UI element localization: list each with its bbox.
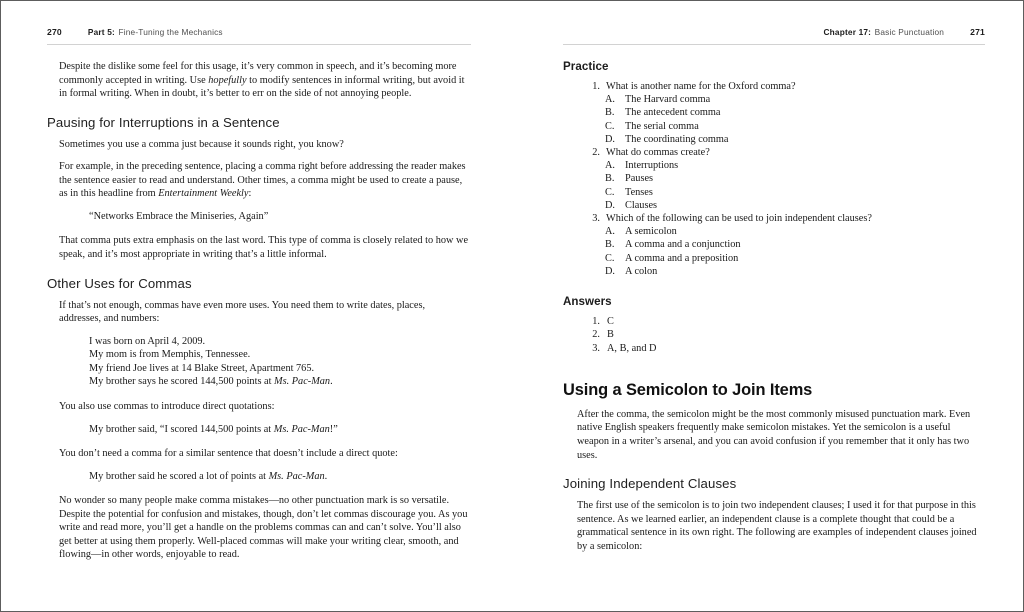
para-1-italic: hopefully (208, 74, 247, 86)
question-text: What is another name for the Oxford comma? (606, 81, 796, 92)
choice-item (563, 93, 985, 106)
extract-quotation-line (89, 423, 471, 437)
running-head-right (563, 27, 985, 39)
choice-text: A comma and a conjunction (625, 239, 741, 251)
answer-number: 2. (592, 329, 600, 341)
choice-text: Tenses (625, 186, 653, 198)
choice-letter: C. (605, 252, 615, 264)
answers-list (563, 315, 985, 355)
question-item (563, 146, 985, 212)
question-line (563, 80, 985, 93)
choice-item (563, 238, 985, 251)
answer-text: A, B, and D (607, 342, 657, 354)
extract-quote-part-2: !” (329, 423, 338, 435)
header-rule-right (563, 44, 985, 45)
paragraph-for-example (47, 160, 471, 201)
para-1-part-2: to modify sentences in informal writing, but avoid it in formal writing. When in doubt, it’s better to err on the side of not annoying people. (59, 74, 465, 100)
para-3-part-1: For example, in the preceding sentence, placing a comma right before addressing the reader makes the sentence easier to read and understand. Other times, a comma might be used to create a pause, as in this headline from (59, 161, 466, 200)
choice-text: The Harvard comma (625, 94, 711, 106)
question-number: 1. (592, 81, 600, 92)
extract-line (89, 375, 471, 389)
answer-item (563, 342, 985, 355)
heading-other-uses-for-commas: Other Uses for Commas (47, 275, 192, 291)
extract-headline-line: “Networks Embrace the Miniseries, Again” (89, 210, 269, 222)
extract-quote-part-1: My brother said, “I scored 144,500 points at (89, 423, 274, 435)
para-3-italic: Entertainment Weekly (158, 188, 249, 200)
question-number: 3. (592, 213, 600, 225)
page-number-right: 271 (970, 27, 985, 37)
choice-item (563, 120, 985, 133)
extract-line-italic: Ms. Pac-Man (274, 376, 331, 388)
choice-text: The coordinating comma (625, 133, 729, 145)
extract-examples-list (47, 335, 471, 389)
extract-no-quote-line (89, 470, 471, 484)
heading-answers: Answers (563, 295, 612, 309)
choice-item (563, 159, 985, 172)
page-left (1, 1, 513, 611)
choice-letter: B. (605, 173, 615, 185)
choice-item (563, 252, 985, 265)
question-text: What do commas create? (606, 147, 710, 159)
question-number: 2. (592, 147, 600, 159)
header-rule-left (47, 44, 471, 45)
choice-item (563, 106, 985, 119)
page-right (513, 1, 1023, 611)
question-line (563, 146, 985, 159)
extract-quote-italic: Ms. Pac-Man (273, 423, 330, 435)
heading-pausing-for-interruptions: Pausing for Interruptions in a Sentence (47, 114, 280, 130)
choice-letter: A. (605, 160, 616, 172)
choice-text: A colon (625, 265, 658, 277)
paragraph-direct-quotations: You also use commas to introduce direct quotations: (59, 400, 275, 412)
answer-item (563, 328, 985, 341)
paragraph-after-the-comma: After the comma, the semicolon might be the most commonly misused punctuation mark. Even native English speakers frequently make semicolon mistakes. Yet the semicolon is a useful weapon in a writer’s arsenal, and you can avoid confusion if you remember that it only has two uses. (577, 408, 971, 461)
paragraph-that-comma: That comma puts extra emphasis on the last word. This type of comma is closely related to how we speak, and it’s most appropriate in writing that’s a little informal. (59, 235, 469, 260)
chapter-title: Basic Punctuation (874, 27, 945, 37)
page-number-left: 270 (47, 27, 62, 37)
choice-text: The antecedent comma (625, 107, 721, 119)
choice-letter: A. (605, 226, 616, 238)
choice-list (563, 159, 985, 212)
choice-item (563, 172, 985, 185)
choice-list (563, 225, 985, 278)
choice-text: Pauses (625, 173, 654, 185)
heading-joining-independent-clauses: Joining Independent Clauses (563, 476, 737, 492)
practice-question-list (563, 80, 985, 278)
choice-letter: D. (605, 199, 616, 211)
answer-text: C (607, 316, 614, 328)
extract-line-text: My friend Joe lives at 14 Blake Street, Apartment 765. (89, 362, 315, 374)
chapter-label: Chapter 17: (823, 27, 872, 37)
extract-line-tail: . (330, 376, 333, 388)
choice-letter: C. (605, 186, 615, 198)
question-item (563, 212, 985, 278)
heading-practice: Practice (563, 60, 609, 73)
answer-text: B (607, 329, 614, 341)
running-head-left (47, 27, 471, 39)
paragraph-no-wonder: No wonder so many people make comma mistakes—no other punctuation mark is so versatile. Despite the potential for confusion and mistakes, though, don’t let commas discourage you. As you write and read more, you’ll get a handle on the problems commas can and can’t solve. You’ll also get better at using them properly. Well-placed commas will make your writing clear, smooth, and flowing—in other words, enjoyable to read. (59, 495, 468, 561)
choice-text: A semicolon (625, 226, 677, 238)
choice-letter: C. (605, 120, 615, 132)
choice-letter: D. (605, 265, 616, 277)
paragraph-sometimes: Sometimes you use a comma just because it sounds right, you know? (59, 138, 344, 150)
extract-line (89, 362, 471, 376)
para-1-part-1: Despite the dislike some feel for this usage, it’s very common in speech, and it’s becoming more commonly accepted in writing. Use (59, 61, 457, 86)
question-item (563, 80, 985, 146)
choice-list (563, 93, 985, 146)
choice-letter: A. (605, 94, 616, 106)
paragraph-no-comma-needed: You don’t need a comma for a similar sentence that doesn’t include a direct quote: (59, 448, 398, 460)
extract-line-text: My mom is from Memphis, Tennessee. (89, 349, 251, 361)
extract-line (89, 335, 471, 349)
extract-line (89, 348, 471, 362)
question-text: Which of the following can be used to join independent clauses? (606, 213, 872, 225)
choice-item (563, 133, 985, 146)
extract-line-text: I was born on April 4, 2009. (89, 335, 206, 347)
part-title: Fine-Tuning the Mechanics (118, 27, 223, 37)
paragraph-first-use-semicolon: The first use of the semicolon is to join two independent clauses; I used it for that purpose in this sentence. As we learned earlier, an independent clause is a complete thought that could be a grammatical sentence in its own right. The following are examples of independent clauses joined by a semicolon: (577, 500, 977, 552)
extract-no-quote (47, 470, 471, 484)
paragraph-if-thats-not-enough: If that’s not enough, commas have even more uses. You need them to write dates, places, addresses, and numbers: (59, 299, 426, 325)
part-label: Part 5: (87, 27, 115, 37)
choice-item (563, 265, 985, 278)
answer-number: 3. (592, 342, 600, 354)
choice-item (563, 225, 985, 238)
answer-number: 1. (592, 316, 600, 328)
answer-item (563, 315, 985, 328)
question-line (563, 212, 985, 225)
choice-item (563, 199, 985, 212)
para-3-part-2: : (248, 188, 252, 200)
extract-noquote-part-2: . (324, 470, 328, 482)
extract-noquote-italic: Ms. Pac-Man (268, 470, 325, 482)
extract-quotation (47, 423, 471, 437)
choice-text: The serial comma (625, 120, 699, 132)
choice-letter: B. (605, 239, 615, 251)
extract-noquote-part-1: My brother said he scored a lot of points at (89, 470, 269, 482)
extract-headline (47, 210, 471, 224)
extract-line-text: My brother says he scored 144,500 points at (89, 376, 275, 388)
heading-using-a-semicolon: Using a Semicolon to Join Items (563, 380, 813, 399)
choice-text: Clauses (625, 199, 658, 211)
choice-text: Interruptions (625, 160, 679, 172)
choice-item (563, 186, 985, 199)
choice-letter: D. (605, 133, 616, 145)
paragraph-hopefully (47, 60, 471, 101)
choice-text: A comma and a preposition (625, 252, 739, 264)
choice-letter: B. (605, 107, 615, 119)
